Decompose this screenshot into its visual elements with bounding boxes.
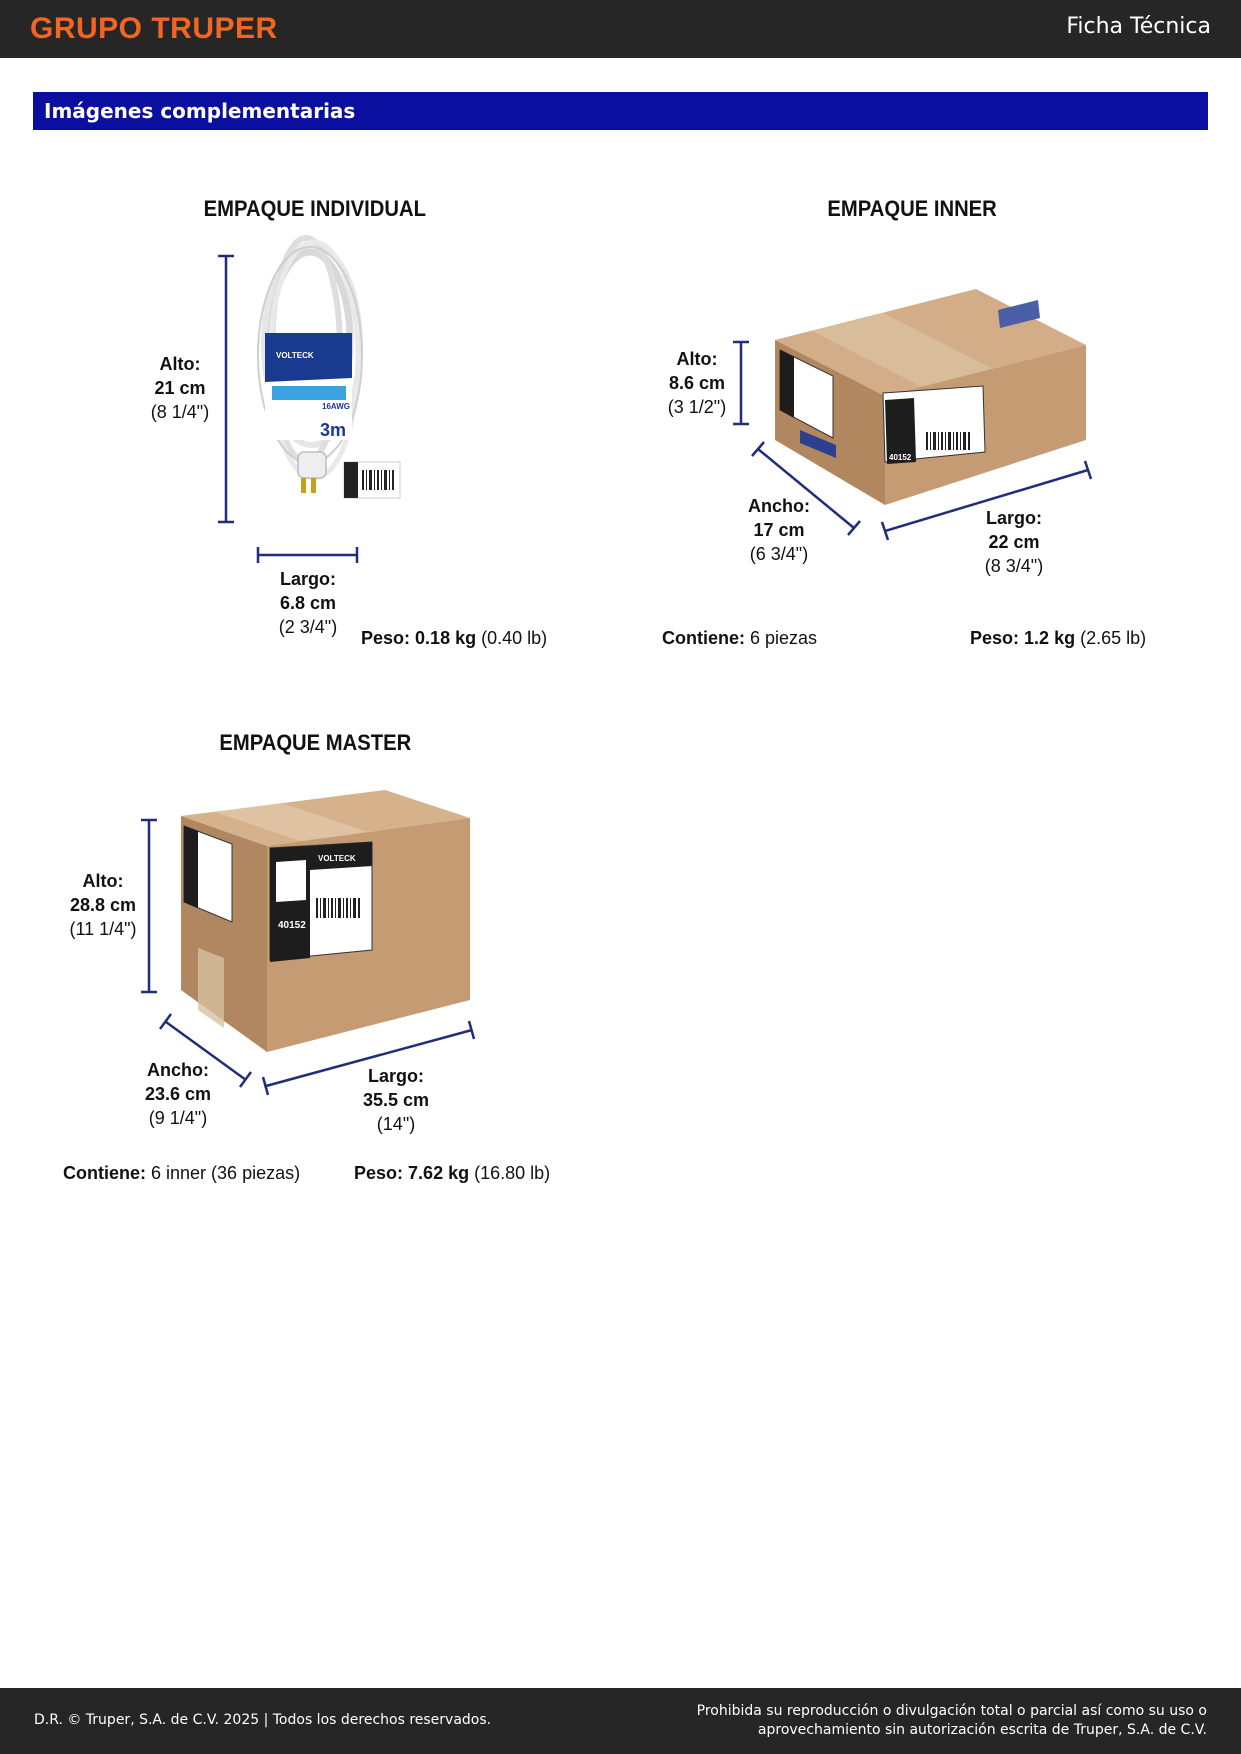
inner-ancho [739, 494, 819, 566]
individual-peso [361, 628, 547, 649]
inner-ancho-label: Ancho: [748, 496, 810, 516]
master-ancho-in: (9 1/4") [148, 1108, 208, 1128]
individual-peso-label: Peso: [361, 628, 411, 648]
individual-peso-lb: (0.40 lb) [481, 628, 548, 648]
inner-largo [974, 506, 1054, 578]
inner-title: EMPAQUE INNER [827, 196, 997, 221]
master-peso [354, 1163, 550, 1184]
individual-peso-kg: 0.18 kg [415, 628, 477, 648]
document-title: Ficha Técnica [1066, 14, 1211, 39]
page-footer [0, 1688, 1241, 1754]
individual-alto-cm: 21 cm [154, 378, 206, 398]
inner-largo-in: (8 3/4") [984, 556, 1044, 576]
inner-alto-cm: 8.6 cm [668, 373, 726, 393]
master-peso-lb: (16.80 lb) [474, 1163, 551, 1183]
footer-disclaimer-line2: aprovechamiento sin autorización escrita de Truper, S.A. de C.V. [757, 1722, 1207, 1738]
master-alto [61, 869, 145, 941]
master-box-code: 40152 [278, 920, 306, 931]
master-ancho-cm: 23.6 cm [144, 1084, 212, 1104]
inner-largo-label: Largo: [986, 508, 1042, 528]
section-title: Imágenes complementarias [44, 99, 356, 123]
inner-alto-label: Alto: [676, 349, 718, 369]
master-largo [354, 1064, 438, 1136]
inner-peso-kg: 1.2 kg [1024, 628, 1076, 648]
inner-peso-lb: (2.65 lb) [1080, 628, 1147, 648]
inner-contiene-label: Contiene: [662, 628, 745, 648]
inner-peso [970, 628, 1146, 649]
inner-ancho-cm: 17 cm [753, 520, 805, 540]
master-peso-label: Peso: [354, 1163, 404, 1183]
cord-brand: VOLTECK [276, 351, 314, 360]
master-contiene-label: Contiene: [63, 1163, 146, 1183]
master-contiene-value: 6 inner (36 piezas) [151, 1163, 301, 1183]
inner-alto-in: (3 1/2") [667, 397, 727, 417]
footer-copyright: D.R. © Truper, S.A. de C.V. 2025 | Todos los derechos reservados. [34, 1712, 492, 1728]
inner-peso-label: Peso: [970, 628, 1020, 648]
master-ancho [136, 1058, 220, 1130]
individual-alto-label: Alto: [159, 354, 201, 374]
inner-contiene [662, 628, 817, 649]
inner-box-code: 40152 [889, 453, 912, 462]
inner-box-image [775, 289, 1086, 505]
inner-largo-cm: 22 cm [988, 532, 1040, 552]
master-contiene [63, 1163, 300, 1184]
master-largo-label: Largo: [368, 1066, 424, 1086]
inner-alto [657, 347, 737, 419]
individual-largo-cm: 6.8 cm [279, 593, 337, 613]
master-title: EMPAQUE MASTER [219, 730, 412, 755]
master-box-brand: VOLTECK [318, 854, 356, 863]
master-box-image [181, 790, 470, 1052]
master-ancho-label: Ancho: [147, 1060, 209, 1080]
footer-disclaimer-line1: Prohibida su reproducción o divulgación total o parcial así como su uso o [696, 1703, 1207, 1719]
cord-length: 3m [320, 420, 347, 440]
inner-contiene-value: 6 piezas [750, 628, 818, 648]
master-alto-in: (11 1/4") [69, 919, 137, 939]
individual-largo-in: (2 3/4") [278, 617, 338, 637]
master-alto-label: Alto: [82, 871, 124, 891]
master-largo-in: (14") [376, 1114, 416, 1134]
master-alto-cm: 28.8 cm [69, 895, 137, 915]
individual-title: EMPAQUE INDIVIDUAL [203, 196, 426, 221]
cord-gauge: 16AWG [322, 402, 351, 411]
individual-largo-label: Largo: [280, 569, 336, 589]
individual-largo [268, 567, 348, 639]
footer-disclaimer [697, 1702, 1207, 1740]
master-peso-kg: 7.62 kg [408, 1163, 470, 1183]
master-largo-cm: 35.5 cm [362, 1090, 430, 1110]
inner-ancho-in: (6 3/4") [749, 544, 809, 564]
grupo-truper-logo: GRUPO TRUPER [30, 12, 278, 45]
extension-cord-image [258, 238, 400, 498]
individual-alto [140, 352, 220, 424]
individual-alto-in: (8 1/4") [150, 402, 210, 422]
